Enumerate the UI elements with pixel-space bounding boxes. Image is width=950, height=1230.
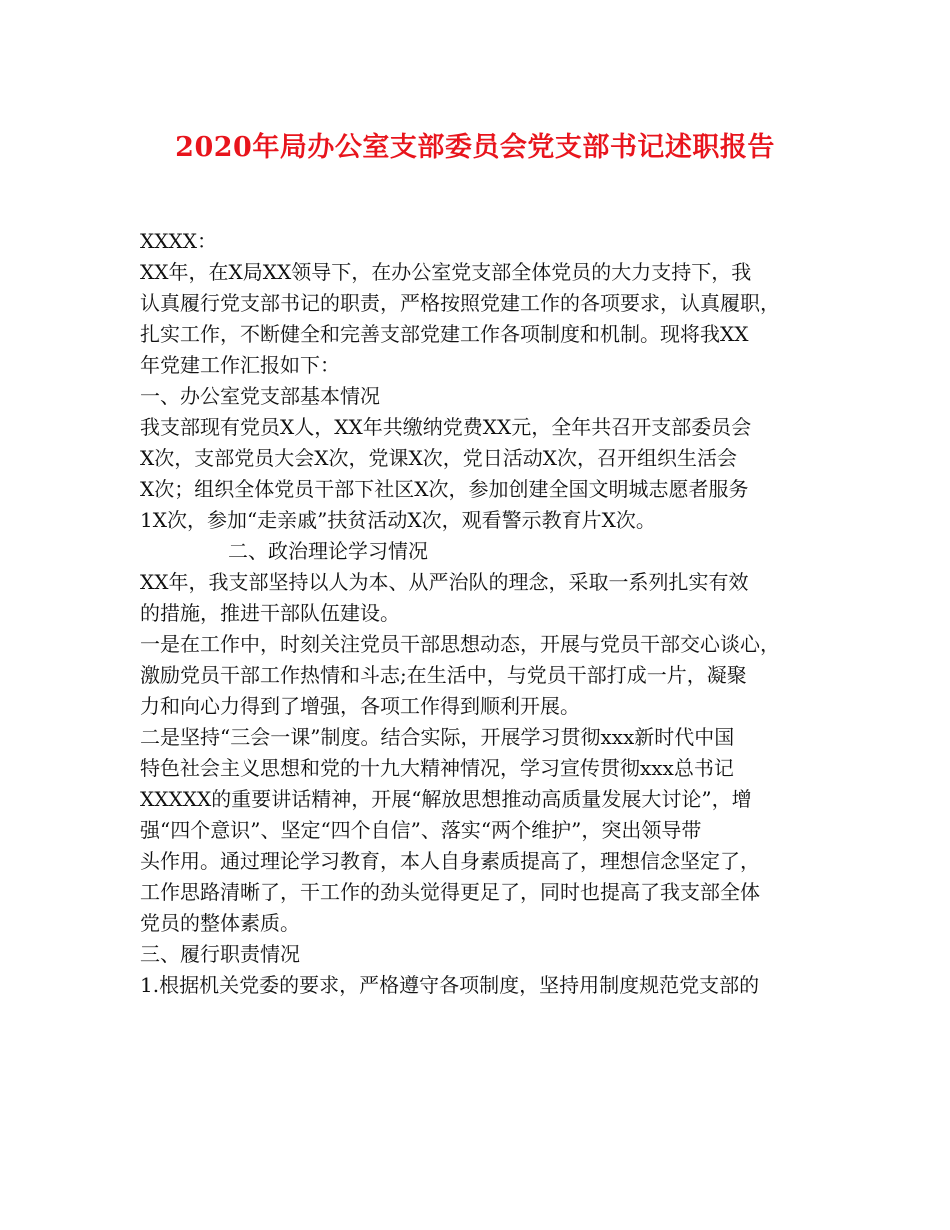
section-heading: 三、履行职责情况: [140, 942, 300, 966]
paragraph-line: XXXXX的重要讲话精神，开展“解放思想推动高质量发展大讨论”，增: [140, 787, 752, 811]
paragraph-line: 认真履行党支部书记的职责，严格按照党建工作的各项要求，认真履职，: [140, 291, 780, 315]
paragraph-line: 工作思路清晰了，干工作的劲头觉得更足了，同时也提高了我支部全体: [140, 880, 760, 904]
salutation-line: XXXX：: [140, 229, 217, 253]
paragraph-line: XX年，我支部坚持以人为本、从严治队的理念，采取一系列扎实有效: [140, 570, 749, 594]
section-heading: 二、政治理论学习情况: [228, 539, 428, 563]
paragraph-line: 党员的整体素质。: [140, 911, 300, 935]
document-title: 2020年局办公室支部委员会党支部书记述职报告: [175, 132, 775, 163]
paragraph-line: 力和向心力得到了增强，各项工作得到顺利开展。: [140, 694, 580, 718]
paragraph-line: 年党建工作汇报如下：: [140, 353, 340, 377]
paragraph-line: X次，支部党员大会X次，党课X次，党日活动X次，召开组织生活会: [140, 446, 737, 470]
document-body: [140, 226, 820, 1001]
paragraph-line: 一是在工作中，时刻关注党员干部思想动态，开展与党员干部交心谈心，: [140, 632, 780, 656]
paragraph-line: X次；组织全体党员干部下社区X次，参加创建全国文明城志愿者服务: [140, 477, 749, 501]
paragraph-line: 特色社会主义思想和党的十九大精神情况，学习宣传贯彻xxx总书记: [140, 756, 734, 780]
paragraph-line: 强“四个意识”、坚定“四个自信”、落实“两个维护”，突出领导带: [140, 818, 702, 842]
paragraph-line: 我支部现有党员X人，XX年共缴纳党费XX元，全年共召开支部委员会: [140, 415, 752, 439]
paragraph-line: 二是坚持“三会一课”制度。结合实际，开展学习贯彻xxx新时代中国: [140, 725, 735, 749]
paragraph-line: 的措施，推进干部队伍建设。: [140, 601, 400, 625]
paragraph-line: 1X次，参加“走亲戚”扶贫活动X次，观看警示教育片X次。: [140, 508, 656, 532]
paragraph-line: XX年，在X局XX领导下，在办公室党支部全体党员的大力支持下，我: [140, 260, 752, 284]
paragraph-line: 1.根据机关党委的要求，严格遵守各项制度，坚持用制度规范党支部的: [140, 973, 760, 997]
paragraph-line: 头作用。通过理论学习教育，本人自身素质提高了，理想信念坚定了，: [140, 849, 760, 873]
paragraph-line: 扎实工作，不断健全和完善支部党建工作各项制度和机制。现将我XX: [140, 322, 749, 346]
section-heading: 一、办公室党支部基本情况: [140, 384, 380, 408]
paragraph-line: 激励党员干部工作热情和斗志;在生活中，与党员干部打成一片，凝聚: [140, 663, 747, 687]
